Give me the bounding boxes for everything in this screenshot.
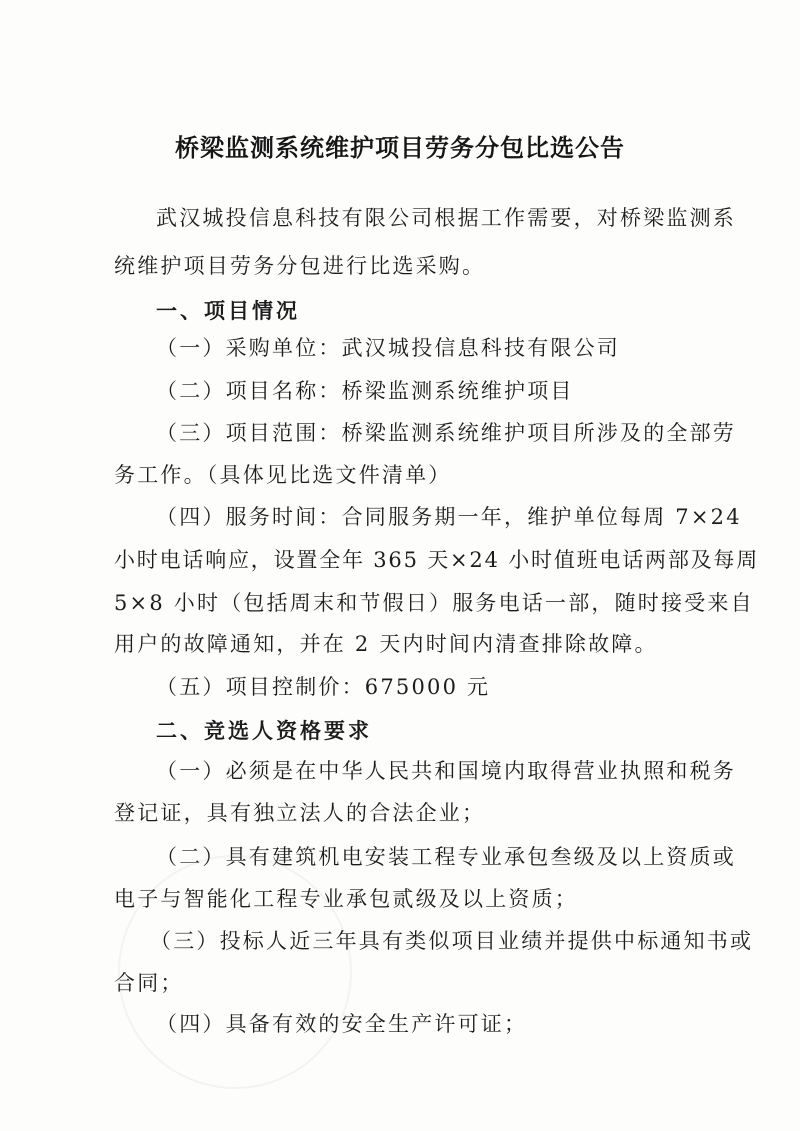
item-service-time: （四）服务时间：合同服务期一年，维护单位每周 7×24 [156,505,742,529]
item-service-time-cont-3: 用户的故障通知，并在 2 天内时间内清查排除故障。 [114,632,658,656]
section-heading-project: 一、项目情况 [156,299,300,323]
item-purchasing-unit: （一）采购单位：武汉城投信息科技有限公司 [156,336,620,360]
item-service-time-cont-1: 小时电话响应，设置全年 365 天×24 小时值班电话两部及每周 [114,548,760,572]
intro-line-2: 统维护项目劳务分包进行比选采购。 [114,254,486,278]
item-project-scope-cont: 务工作。（具体见比选文件清单） [114,463,452,487]
section-heading-qualification: 二、竞选人资格要求 [156,719,372,743]
document-title: 桥梁监测系统维护项目劳务分包比选公告 [175,134,625,162]
item-project-name: （二）项目名称：桥梁监测系统维护项目 [156,379,574,403]
item-control-price: （五）项目控制价：675000 元 [156,675,491,699]
qual-item-3: （三）投标人近三年具有类似项目业绩并提供中标通知书或 [150,929,754,953]
intro-line-1: 武汉城投信息科技有限公司根据工作需要，对桥梁监测系 [156,206,736,230]
qual-item-4: （四）具备有效的安全生产许可证； [156,1012,528,1036]
qual-item-2: （二）具有建筑机电安装工程专业承包叁级及以上资质或 [156,845,736,869]
item-project-scope: （三）项目范围：桥梁监测系统维护项目所涉及的全部劳 [156,421,736,445]
qual-item-3-cont: 合同； [114,971,184,995]
qual-item-2-cont: 电子与智能化工程专业承包贰级及以上资质； [114,887,578,911]
item-service-time-cont-2: 5×8 小时（包括周末和节假日）服务电话一部，随时接受来自 [114,591,754,615]
qual-item-1-cont: 登记证，具有独立法人的合法企业； [114,801,486,825]
qual-item-1: （一）必须是在中华人民共和国境内取得营业执照和税务 [156,759,736,783]
